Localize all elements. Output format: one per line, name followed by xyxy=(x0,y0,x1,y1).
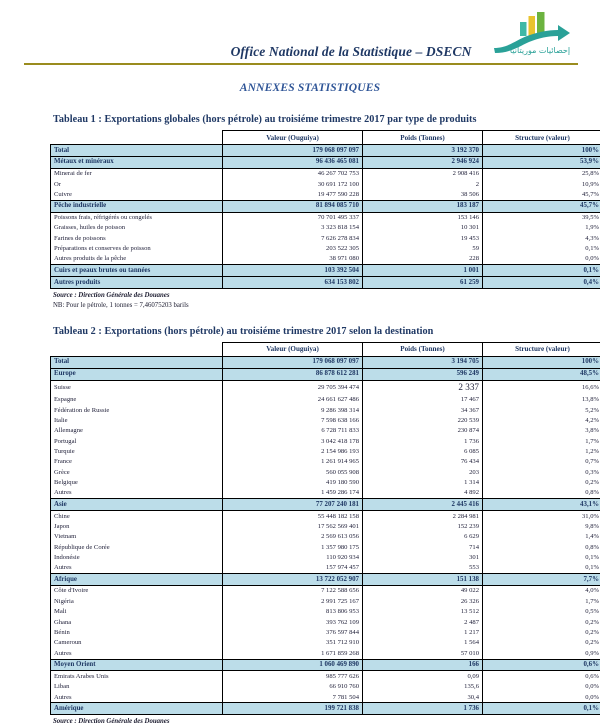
row-structure: 1,4% xyxy=(483,532,600,542)
row-poids: 1 217 xyxy=(363,627,483,637)
row-valeur: 203 522 305 xyxy=(223,244,363,254)
row-valeur: 2 991 725 167 xyxy=(223,596,363,606)
row-valeur: 70 701 495 337 xyxy=(223,212,363,223)
header-divider-rule xyxy=(24,63,578,65)
row-label: Belgique xyxy=(51,478,223,488)
row-label: Côte d'Ivoire xyxy=(51,585,223,596)
row-structure: 0,5% xyxy=(483,607,600,617)
row-label: Minerai de fer xyxy=(51,168,223,179)
logo-arabic-text: إحصائيات موريتانيا xyxy=(510,46,570,56)
table-row xyxy=(51,552,600,562)
row-structure: 5,2% xyxy=(483,405,600,415)
row-label: Or xyxy=(51,179,223,189)
table-row xyxy=(51,692,600,703)
row-label: Italie xyxy=(51,415,223,425)
table-row xyxy=(51,585,600,596)
row-poids: 203 xyxy=(363,467,483,477)
row-structure: 0,0% xyxy=(483,254,600,265)
row-poids: 301 xyxy=(363,552,483,562)
row-label: Autres xyxy=(51,563,223,574)
row-valeur: 7 122 588 656 xyxy=(223,585,363,596)
row-structure: 0,8% xyxy=(483,488,600,499)
row-valeur: 38 971 080 xyxy=(223,254,363,265)
row-label: Autres xyxy=(51,692,223,703)
row-valeur: 13 722 052 907 xyxy=(223,574,363,586)
row-poids: 30,4 xyxy=(363,692,483,703)
row-structure: 10,9% xyxy=(483,179,600,189)
row-valeur: 96 436 465 081 xyxy=(223,156,363,168)
row-poids: 17 467 xyxy=(363,395,483,405)
row-structure: 100% xyxy=(483,145,600,157)
row-label: Afrique xyxy=(51,574,223,586)
row-poids: 61 259 xyxy=(363,277,483,289)
row-valeur: 3 323 818 154 xyxy=(223,223,363,233)
table-row xyxy=(51,627,600,637)
row-poids: 19 453 xyxy=(363,233,483,243)
row-poids: 34 367 xyxy=(363,405,483,415)
row-valeur: 6 728 711 833 xyxy=(223,426,363,436)
table-row xyxy=(51,179,600,189)
row-poids: 3 194 705 xyxy=(363,356,483,368)
table-row xyxy=(51,671,600,682)
row-poids: 2 xyxy=(363,179,483,189)
row-label: Portugal xyxy=(51,436,223,446)
row-label: Mali xyxy=(51,607,223,617)
table2-body xyxy=(51,356,600,714)
row-valeur: 179 068 097 097 xyxy=(223,145,363,157)
table-row xyxy=(51,415,600,425)
row-structure: 0,1% xyxy=(483,244,600,254)
table-row xyxy=(51,703,600,715)
row-structure: 0,0% xyxy=(483,682,600,692)
row-label: Autres produits xyxy=(51,277,223,289)
row-structure: 4,3% xyxy=(483,233,600,243)
row-label: Chine xyxy=(51,511,223,522)
row-structure: 0,6% xyxy=(483,671,600,682)
document-header xyxy=(10,0,590,78)
table1-note: NB: Pour le pétrole, 1 tonnes = 7,46075203 barils xyxy=(53,302,590,309)
row-valeur: 7 598 638 166 xyxy=(223,415,363,425)
table-row xyxy=(51,189,600,200)
row-valeur: 24 661 627 486 xyxy=(223,395,363,405)
row-poids: 2 908 416 xyxy=(363,168,483,179)
row-poids: 1 001 xyxy=(363,265,483,277)
row-label: Moyen Orient xyxy=(51,659,223,671)
table1-header-row xyxy=(51,131,600,145)
row-poids: 2 337 xyxy=(363,380,483,395)
table1-source: Source : Direction Générale des Douanes xyxy=(53,292,590,299)
row-label: Autres xyxy=(51,648,223,659)
row-structure: 0,6% xyxy=(483,659,600,671)
table-row xyxy=(51,563,600,574)
row-structure: 39,5% xyxy=(483,212,600,223)
row-label: Japon xyxy=(51,521,223,531)
row-structure: 16,6% xyxy=(483,380,600,395)
table-row xyxy=(51,244,600,254)
row-valeur: 179 068 097 097 xyxy=(223,356,363,368)
row-label: Suisse xyxy=(51,380,223,395)
row-label: Turquie xyxy=(51,446,223,456)
row-poids: 1 314 xyxy=(363,478,483,488)
row-label: République de Corée xyxy=(51,542,223,552)
row-poids: 59 xyxy=(363,244,483,254)
row-structure: 1,2% xyxy=(483,446,600,456)
table2-col-header-valeur: Valeur (Ouguiya) xyxy=(223,342,363,356)
table1-col-header-poids: Poids (Tonnes) xyxy=(363,131,483,145)
table1-title: Tableau 1 : Exportations globales (hors pétrole) au troisiéme trimestre 2017 par type de produits xyxy=(53,114,590,125)
row-valeur: 30 691 172 100 xyxy=(223,179,363,189)
row-structure: 0,1% xyxy=(483,703,600,715)
table1-col-header-valeur: Valeur (Ouguiya) xyxy=(223,131,363,145)
row-label: Bénin xyxy=(51,627,223,637)
row-valeur: 81 894 085 710 xyxy=(223,200,363,212)
row-label: Ghana xyxy=(51,617,223,627)
row-structure: 0,1% xyxy=(483,563,600,574)
table-row xyxy=(51,395,600,405)
row-valeur: 376 597 844 xyxy=(223,627,363,637)
table-row xyxy=(51,168,600,179)
organization-title: Office National de la Statistique – DSECN xyxy=(10,44,582,60)
row-structure: 48,5% xyxy=(483,368,600,380)
row-valeur: 1 060 469 890 xyxy=(223,659,363,671)
row-valeur: 2 569 613 056 xyxy=(223,532,363,542)
table-row xyxy=(51,488,600,499)
row-poids: 230 874 xyxy=(363,426,483,436)
row-structure: 1,9% xyxy=(483,223,600,233)
row-structure: 7,7% xyxy=(483,574,600,586)
table-row xyxy=(51,638,600,648)
row-structure: 31,0% xyxy=(483,511,600,522)
row-valeur: 2 154 986 193 xyxy=(223,446,363,456)
row-valeur: 55 448 182 158 xyxy=(223,511,363,522)
row-poids: 228 xyxy=(363,254,483,265)
row-structure: 0,4% xyxy=(483,277,600,289)
row-label: Cameroun xyxy=(51,638,223,648)
row-poids: 2 946 924 xyxy=(363,156,483,168)
row-label: Asie xyxy=(51,499,223,511)
row-valeur: 199 721 838 xyxy=(223,703,363,715)
row-poids: 135,6 xyxy=(363,682,483,692)
row-label: Total xyxy=(51,145,223,157)
row-poids: 553 xyxy=(363,563,483,574)
row-poids: 57 010 xyxy=(363,648,483,659)
row-valeur: 1 459 286 174 xyxy=(223,488,363,499)
row-structure: 0,9% xyxy=(483,648,600,659)
table-row xyxy=(51,156,600,168)
row-valeur: 985 777 626 xyxy=(223,671,363,682)
row-structure: 53,9% xyxy=(483,156,600,168)
row-valeur: 419 180 590 xyxy=(223,478,363,488)
table-row xyxy=(51,617,600,627)
row-structure: 0,2% xyxy=(483,478,600,488)
table2-col-header-structure: Structure (valeur) xyxy=(483,342,600,356)
row-label: Espagne xyxy=(51,395,223,405)
table-row xyxy=(51,457,600,467)
row-poids: 596 249 xyxy=(363,368,483,380)
row-label: Autres xyxy=(51,488,223,499)
row-poids: 1 736 xyxy=(363,436,483,446)
row-label: Autres produits de la pêche xyxy=(51,254,223,265)
row-structure: 100% xyxy=(483,356,600,368)
row-poids: 6 629 xyxy=(363,532,483,542)
row-label: Europe xyxy=(51,368,223,380)
row-poids: 183 187 xyxy=(363,200,483,212)
row-label: Graisses, huiles de poisson xyxy=(51,223,223,233)
row-structure: 0,8% xyxy=(483,542,600,552)
row-poids: 166 xyxy=(363,659,483,671)
row-valeur: 634 153 802 xyxy=(223,277,363,289)
row-poids: 153 146 xyxy=(363,212,483,223)
row-poids: 26 326 xyxy=(363,596,483,606)
table2-head xyxy=(51,342,600,356)
row-label: Nigéria xyxy=(51,596,223,606)
table-row xyxy=(51,380,600,395)
row-poids: 151 138 xyxy=(363,574,483,586)
row-label: Fédération de Russie xyxy=(51,405,223,415)
row-valeur: 393 762 109 xyxy=(223,617,363,627)
row-structure: 0,2% xyxy=(483,638,600,648)
table-row xyxy=(51,254,600,265)
row-valeur: 9 286 398 314 xyxy=(223,405,363,415)
row-structure: 9,8% xyxy=(483,521,600,531)
table-row xyxy=(51,277,600,289)
row-poids: 2 487 xyxy=(363,617,483,627)
row-poids: 2 284 981 xyxy=(363,511,483,522)
table-row xyxy=(51,212,600,223)
table-row xyxy=(51,368,600,380)
row-valeur: 19 477 590 228 xyxy=(223,189,363,200)
row-structure: 43,1% xyxy=(483,499,600,511)
table-row xyxy=(51,521,600,531)
row-valeur: 7 626 278 834 xyxy=(223,233,363,243)
row-poids: 38 506 xyxy=(363,189,483,200)
table-row xyxy=(51,436,600,446)
table-row xyxy=(51,648,600,659)
row-structure: 0,1% xyxy=(483,265,600,277)
table-row xyxy=(51,511,600,522)
row-structure: 0,7% xyxy=(483,457,600,467)
row-label: Total xyxy=(51,356,223,368)
row-structure: 1,7% xyxy=(483,436,600,446)
row-label: Allemagne xyxy=(51,426,223,436)
row-label: Poissons frais, réfrigérés ou congelés xyxy=(51,212,223,223)
table-row xyxy=(51,467,600,477)
row-structure: 45,7% xyxy=(483,189,600,200)
table2-header-row xyxy=(51,342,600,356)
table2-exports-by-destination xyxy=(50,342,600,715)
row-structure: 4,2% xyxy=(483,415,600,425)
row-poids: 4 892 xyxy=(363,488,483,499)
row-poids: 6 085 xyxy=(363,446,483,456)
row-label: France xyxy=(51,457,223,467)
row-structure: 0,0% xyxy=(483,692,600,703)
section-title: ANNEXES STATISTIQUES xyxy=(10,82,590,94)
row-structure: 25,8% xyxy=(483,168,600,179)
row-poids: 10 301 xyxy=(363,223,483,233)
table2-title: Tableau 2 : Exportations (hors pétrole) au troisiéme trimestre 2017 selon la destination xyxy=(53,326,590,337)
row-structure: 4,0% xyxy=(483,585,600,596)
table-row xyxy=(51,478,600,488)
table1-col-header-structure: Structure (valeur) xyxy=(483,131,600,145)
row-valeur: 1 671 859 268 xyxy=(223,648,363,659)
table1-head xyxy=(51,131,600,145)
row-valeur: 7 781 504 xyxy=(223,692,363,703)
table1-col-header-0 xyxy=(51,131,223,145)
table-row xyxy=(51,200,600,212)
row-label: Indonésie xyxy=(51,552,223,562)
row-valeur: 46 267 702 753 xyxy=(223,168,363,179)
table-row xyxy=(51,596,600,606)
row-poids: 0,09 xyxy=(363,671,483,682)
row-structure: 0,2% xyxy=(483,627,600,637)
row-valeur: 560 055 908 xyxy=(223,467,363,477)
table1-body xyxy=(51,145,600,289)
row-structure: 1,7% xyxy=(483,596,600,606)
row-valeur: 110 920 934 xyxy=(223,552,363,562)
row-label: Amérique xyxy=(51,703,223,715)
row-valeur: 813 806 953 xyxy=(223,607,363,617)
row-valeur: 351 712 910 xyxy=(223,638,363,648)
row-structure: 0,2% xyxy=(483,617,600,627)
table-row xyxy=(51,223,600,233)
table-row xyxy=(51,659,600,671)
row-valeur: 1 261 914 965 xyxy=(223,457,363,467)
row-poids: 49 022 xyxy=(363,585,483,596)
row-valeur: 157 974 457 xyxy=(223,563,363,574)
table-row xyxy=(51,542,600,552)
table-row xyxy=(51,426,600,436)
row-label: Pêche industrielle xyxy=(51,200,223,212)
table-row xyxy=(51,499,600,511)
table-row xyxy=(51,145,600,157)
table-row xyxy=(51,682,600,692)
row-structure: 45,7% xyxy=(483,200,600,212)
row-structure: 13,8% xyxy=(483,395,600,405)
row-valeur: 77 207 240 181 xyxy=(223,499,363,511)
table2-col-header-0 xyxy=(51,342,223,356)
row-poids: 714 xyxy=(363,542,483,552)
row-label: Préparations et conserves de poisson xyxy=(51,244,223,254)
table2-col-header-poids: Poids (Tonnes) xyxy=(363,342,483,356)
table-row xyxy=(51,574,600,586)
row-valeur: 3 042 418 178 xyxy=(223,436,363,446)
row-valeur: 1 357 980 175 xyxy=(223,542,363,552)
row-label: Liban xyxy=(51,682,223,692)
row-poids: 76 434 xyxy=(363,457,483,467)
row-label: Grèce xyxy=(51,467,223,477)
row-label: Cuivre xyxy=(51,189,223,200)
row-label: Cuirs et peaux brutes ou tannées xyxy=(51,265,223,277)
row-label: Emirats Arabes Unis xyxy=(51,671,223,682)
row-valeur: 29 705 394 474 xyxy=(223,380,363,395)
row-poids: 13 512 xyxy=(363,607,483,617)
table2-source: Source : Direction Générale des Douanes xyxy=(53,718,590,725)
row-valeur: 103 392 504 xyxy=(223,265,363,277)
row-poids: 152 239 xyxy=(363,521,483,531)
table-row xyxy=(51,405,600,415)
row-structure: 0,1% xyxy=(483,552,600,562)
row-valeur: 86 878 612 281 xyxy=(223,368,363,380)
row-poids: 1 736 xyxy=(363,703,483,715)
table1-exports-by-product xyxy=(50,130,600,289)
table-row xyxy=(51,532,600,542)
table-row xyxy=(51,356,600,368)
row-label: Farines de poissons xyxy=(51,233,223,243)
table-row xyxy=(51,233,600,243)
row-structure: 3,8% xyxy=(483,426,600,436)
row-poids: 3 192 370 xyxy=(363,145,483,157)
table-row xyxy=(51,265,600,277)
row-label: Vietnam xyxy=(51,532,223,542)
row-structure: 0,3% xyxy=(483,467,600,477)
table-row xyxy=(51,607,600,617)
row-label: Métaux et minéraux xyxy=(51,156,223,168)
row-poids: 2 445 416 xyxy=(363,499,483,511)
row-poids: 220 539 xyxy=(363,415,483,425)
row-poids: 1 564 xyxy=(363,638,483,648)
row-valeur: 66 910 760 xyxy=(223,682,363,692)
row-valeur: 17 562 569 401 xyxy=(223,521,363,531)
table-row xyxy=(51,446,600,456)
